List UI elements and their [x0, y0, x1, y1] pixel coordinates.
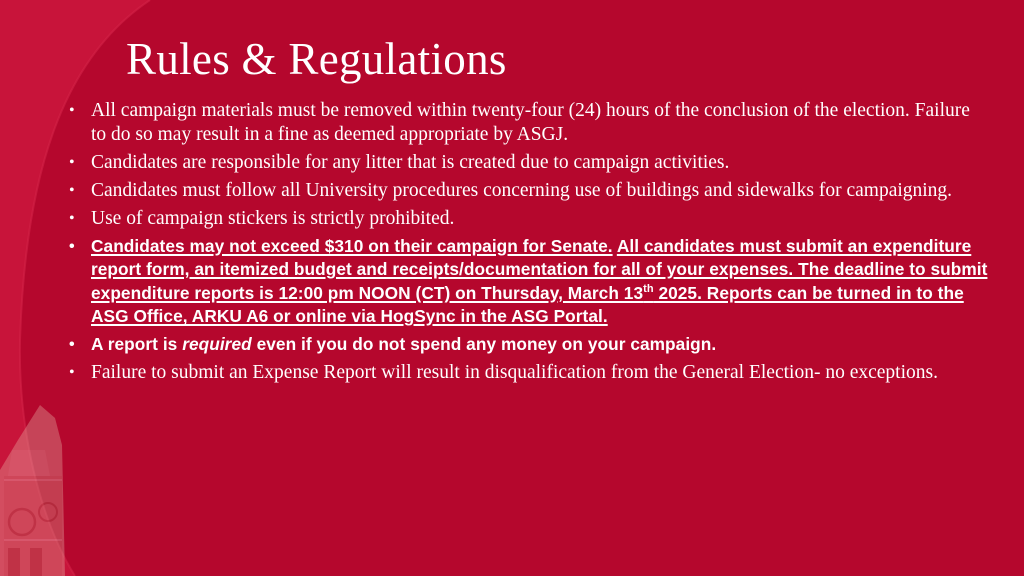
bullet-dot: •	[69, 153, 75, 171]
bullet-text: All campaign materials must be removed within twenty-four (24) hours of the conclusion of the election. Failure to do so may result in a fine as deemed appropriate by ASGJ.	[91, 100, 970, 145]
bullet-text: Candidates must follow all University procedures concerning use of buildings and sidewalks for campaigning.	[91, 179, 953, 201]
submission-location-text: 2025. Reports can be turned in to the ASG Office, ARKU A6 or online via HogSync in the ASG Portal.	[91, 282, 964, 327]
bullet-dot: •	[69, 181, 75, 199]
bullet-text: Candidates are responsible for any litter that is created due to campaign activities.	[91, 151, 730, 173]
expenditure-report-main: All candidates must submit an expenditure report form, an itemized budget and receipts/documentation for all of your expenses. The deadline to submit expenditure reports is 12:00 pm NOON (CT) on Thursday, March 13	[91, 235, 988, 303]
bullet-list	[69, 99, 989, 389]
bullet-dot: •	[69, 102, 75, 119]
slide-title: Rules & Regulations	[126, 34, 507, 84]
bullet-dot: •	[69, 364, 75, 382]
bullet-stickers	[69, 207, 989, 231]
bullet-text: Use of campaign stickers is strictly prohibited.	[91, 207, 455, 229]
bullet-expense-limit	[69, 235, 989, 329]
spending-limit-text: Candidates may not exceed $310 on their campaign for Senate.	[91, 235, 613, 256]
report-required-after: even if you do not spend any money on your campaign.	[251, 334, 717, 355]
bullet-dot: •	[69, 209, 75, 227]
bullet-text: Failure to submit an Expense Report will result in disqualification from the General Election- no exceptions.	[91, 362, 938, 384]
report-required-before: A report is	[91, 334, 183, 355]
report-required-emphasis: required	[182, 334, 252, 355]
bullet-litter	[69, 151, 989, 175]
bullet-dot: •	[69, 336, 75, 354]
bullet-dot: •	[69, 237, 75, 255]
bullet-disqualification	[69, 361, 989, 385]
date-ordinal-suffix: th	[643, 282, 654, 295]
bullet-materials-removal	[69, 99, 989, 146]
bullet-report-required	[69, 333, 989, 357]
bullet-university-procedures	[69, 179, 989, 203]
